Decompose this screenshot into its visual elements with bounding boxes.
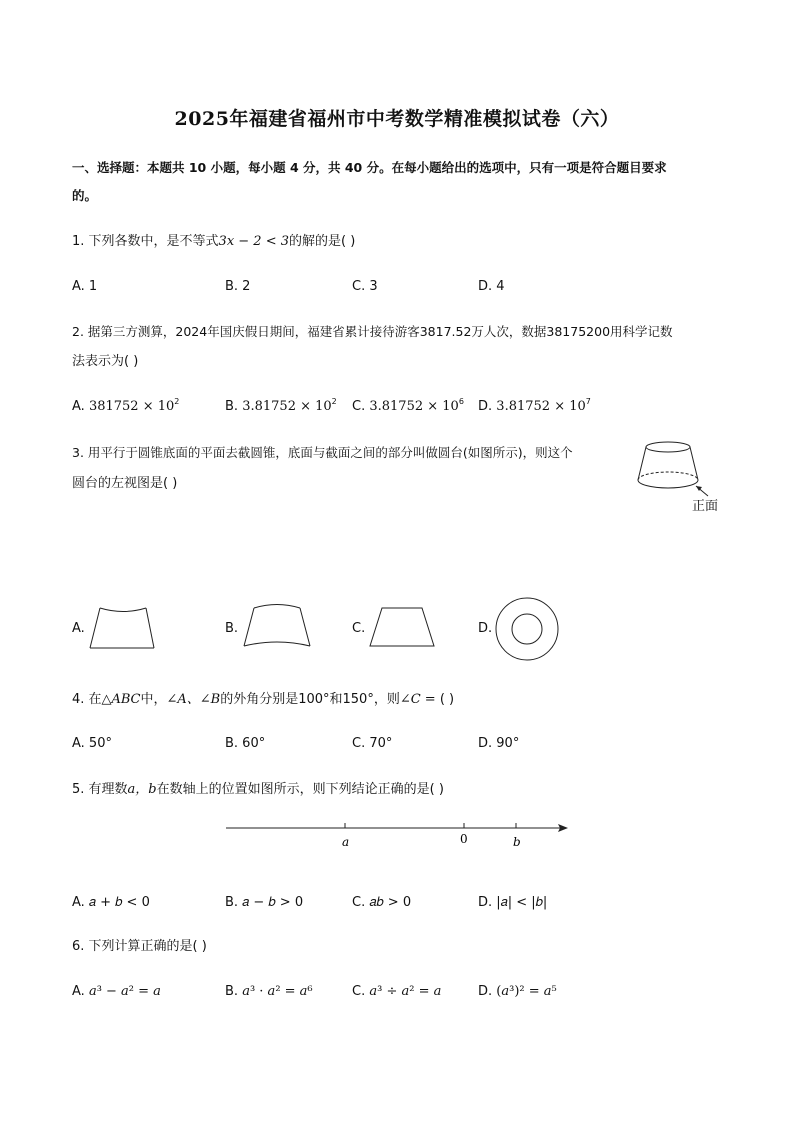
frustum-top-ellipse [646,442,690,452]
q6-option-a[interactable] [72,984,161,999]
q3-option-a-figure[interactable] [86,600,156,656]
q2-option-c[interactable] [352,399,464,414]
q1-stem-math: 3𝑥 − 2 < 3 [218,234,290,249]
q4-stem-math-2: ∠𝐴、∠𝐵 [166,692,221,707]
q2-option-a-exp: 2 [174,397,180,406]
q2-option-b-exp: 2 [331,397,337,406]
q3-stem-line2: 圆台的左视图是( ) [72,476,178,491]
q1-option-b[interactable]: B. 2 [225,279,251,294]
q3-stem-line1: 3. 用平行于圆锥底面的平面去截圆锥，底面与截面之间的部分叫做圆台(如图所示)，则这个 [72,445,573,460]
q6-option-d-label: D. [478,984,493,999]
q6-option-d-expr: (𝑎³)² = 𝑎⁵ [496,984,557,999]
q2-option-a[interactable] [72,399,179,414]
q5-option-d[interactable]: D. |𝑎| < |𝑏| [478,895,548,910]
q6-stem: 6. 下列计算正确的是( ) [72,939,207,954]
q3-d-inner-circle [512,614,542,644]
section-header-line2: 的。 [72,188,98,203]
q2-option-d-exp: 7 [585,397,591,406]
q3-option-c-label[interactable]: C. [352,621,366,636]
q5-stem [72,781,444,799]
number-line [220,812,580,856]
q6-option-c-expr: 𝑎³ ÷ 𝑎² = 𝑎 [369,984,442,999]
q2-option-c-base: 3.81752 × 10 [369,399,459,414]
q4-option-a[interactable]: A. 50° [72,736,112,751]
q3-option-c-figure[interactable] [366,600,440,656]
q2-option-d[interactable] [478,399,591,414]
q3-a-top-curve [100,608,146,612]
q2-stem-line2: 法表示为( ) [72,354,139,369]
q1-stem [72,233,355,251]
q3-option-d-figure[interactable] [494,596,560,662]
frustum-bottom-front [638,480,698,488]
q4-stem-text-a: 4. 在 [72,692,102,707]
frustum-left-edge [638,447,646,480]
q6-option-b-expr: 𝑎³ · 𝑎² = 𝑎⁶ [242,984,313,999]
q2-option-d-label: D. [478,399,493,414]
q3-a-left-edge [90,608,100,648]
q5-option-c[interactable]: C. 𝑎𝑏 > 0 [352,895,412,910]
q6-option-c-label: C. [352,984,366,999]
q5-stem-math: 𝑎，𝑏 [127,782,157,797]
q3-d-outer-circle [496,598,558,660]
q1-stem-text-a: 1. 下列各数中，是不等式 [72,234,219,249]
q4-stem-math-3: ∠𝐶 = [399,692,440,707]
frustum-bottom-back [638,472,698,480]
q2-option-d-base: 3.81752 × 10 [496,399,586,414]
q3-option-b-label[interactable]: B. [225,621,239,636]
frustum-front-label: 正面 [692,499,719,514]
q1-stem-text-b: 的解的是( ) [289,234,356,249]
q5-stem-text-b: 在数轴上的位置如图所示，则下列结论正确的是( ) [156,782,444,797]
q3-c-trapezoid [370,608,434,646]
q2-option-a-base: 381752 × 10 [88,399,175,414]
q6-option-d[interactable] [478,984,557,999]
q2-option-b-base: 3.81752 × 10 [242,399,332,414]
q1-option-d[interactable]: D. 4 [478,279,505,294]
q2-option-c-label: C. [352,399,366,414]
q4-stem-text-d: ( ) [439,692,455,707]
q2-option-c-exp: 6 [458,397,464,406]
q3-option-b-figure[interactable] [240,600,314,656]
q4-option-d[interactable]: D. 90° [478,736,520,751]
q3-b-left-edge [244,608,254,646]
label-a: a [342,835,350,849]
q3-b-right-edge [300,608,310,646]
q6-option-b[interactable] [225,984,313,999]
q6-option-a-label: A. [72,984,85,999]
q4-stem [72,691,454,709]
section-header-line1: 一、选择题：本题共 10 小题，每小题 4 分，共 40 分。在每小题给出的选项中，只有一项是符合题目要求 [72,160,667,175]
q2-option-b[interactable] [225,399,337,414]
q4-stem-text-c: 的外角分别是100°和150°，则 [220,692,400,707]
q2-option-b-label: B. [225,399,239,414]
q5-option-b[interactable]: B. 𝑎 − 𝑏 > 0 [225,895,304,910]
q6-option-b-label: B. [225,984,239,999]
q4-option-b[interactable]: B. 60° [225,736,266,751]
q3-option-d-label[interactable]: D. [478,621,493,636]
q4-option-c[interactable]: C. 70° [352,736,393,751]
q6-option-c[interactable] [352,984,441,999]
q5-stem-text-a: 5. 有理数 [72,782,128,797]
q1-option-a[interactable]: A. 1 [72,279,98,294]
q3-b-top-curve [254,605,300,609]
q4-stem-text-b: 中， [140,692,167,707]
q5-option-a[interactable]: A. 𝑎 + 𝑏 < 0 [72,895,150,910]
q3-a-right-edge [146,608,154,648]
q6-option-a-expr: 𝑎³ − 𝑎² = 𝑎 [88,984,161,999]
q3-option-a-label[interactable]: A. [72,621,85,636]
label-zero: 0 [460,832,468,846]
label-b: b [513,835,521,849]
q2-stem-line1: 2. 据第三方测算，2024年国庆假日期间，福建省累计接待游客3817.52万人次，数据38175200用科学记数 [72,324,673,339]
page-title: 2025年福建省福州市中考数学精准模拟试卷（六） [174,108,620,130]
q2-option-a-label: A. [72,399,85,414]
q3-b-bottom-curve [244,642,310,646]
q1-option-c[interactable]: C. 3 [352,279,378,294]
q4-stem-math-1: △𝐴𝐵𝐶 [101,692,141,707]
